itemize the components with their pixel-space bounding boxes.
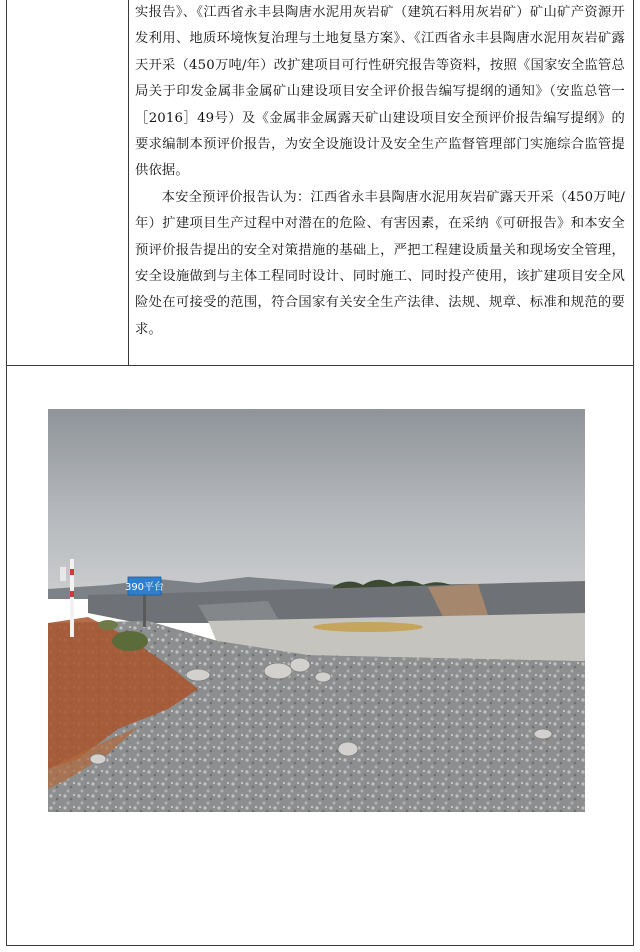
photo-row [7, 366, 633, 946]
text-row [7, 0, 633, 366]
content-cell [135, 0, 625, 365]
sign-post [143, 595, 146, 627]
report-paragraph-2: 本安全预评价报告认为：江西省永丰县陶唐水泥用灰岩矿露天开采（450万吨/年）扩建项目生产过程中对潜在的危险、有害因素，在采纳《可研报告》和本安全预评价报告提出的安全对策措施的基础上，严把工程建设质量关和现场安全管理，安全设施做到与主体工程同时设计、同时施工、同时投产使用，该扩建项目安全风险处在可接受的范围，符合国家有关安全生产法律、法规、规章、标准和规范的要求。 [135, 189, 625, 337]
quarry-site-photo [48, 409, 585, 812]
sign-label: 390平台 [124, 582, 165, 593]
label-cell [7, 0, 129, 365]
shrub [112, 631, 148, 651]
sky [48, 409, 585, 589]
page-table [6, 0, 634, 946]
report-paragraph-1: 实报告》、《江西省永丰县陶唐水泥用灰岩矿（建筑石料用灰岩矿）矿山矿产资源开发利用、地质环境恢复治理与土地复垦方案》、《江西省永丰县陶唐水泥用灰岩矿露天开采（450万吨/年）改扩建项目可行性研究报告等资料，按照《国家安全监管总局关于印发金属非金属矿山建设项目安全评价报告编写提纲的通知》（安监总管一［2016］49号）及《金属非金属露天矿山建设项目安全预评价报告编写提纲》的要求编制本预评价报告，为安全设施设计及安全生产监督管理部门实施综合监管提供依据。 [135, 5, 625, 179]
